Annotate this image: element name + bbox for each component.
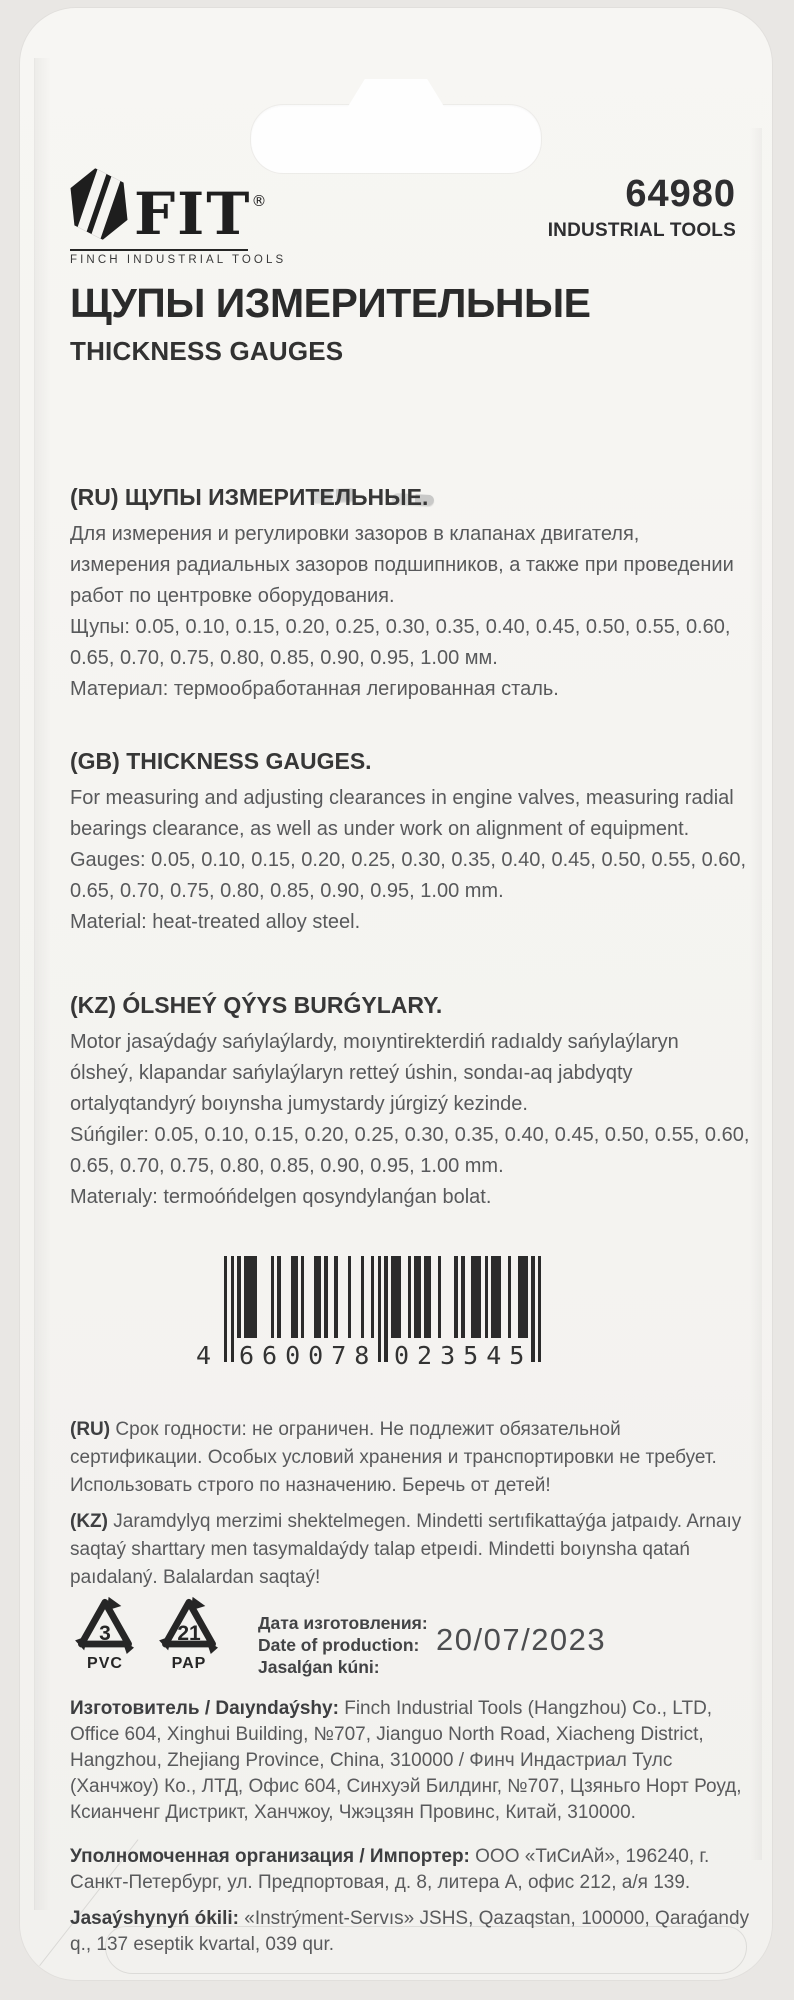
section-ru-sizes: Щупы: 0.05, 0.10, 0.15, 0.20, 0.25, 0.30, 0.35, 0.40, 0.45, 0.50, 0.55, 0.60, 0.65, 0.70, 0.75, 0.80, 0.85, 0.90, 0.95, 1.00 мм. <box>70 616 731 669</box>
recycling-material: PVC <box>87 1655 123 1672</box>
section-ru <box>70 484 742 705</box>
registered-trademark: ® <box>251 192 267 210</box>
disclaimer-kz-text: Jaramdylyq merzimi shektelmegen. Mindetti sertıfikattaýǵa jatpaıdy. Arnaıy saqtaý sharttary men tasymaldaýdy talap etpeıdi. Mindetti boıynsha qatań paıdalaný. Balalardan saqtaý! <box>70 1511 742 1588</box>
eco-date-row <box>70 1596 742 1696</box>
brand-logo <box>70 168 286 266</box>
section-gb-heading: (GB) THICKNESS GAUGES. <box>70 748 372 774</box>
section-kz-material: Materıaly: termoóńdelgen qosyndylanǵan bolat. <box>70 1186 492 1208</box>
kz-representative-paragraph <box>70 1906 750 1958</box>
section-kz-description: Motor jasaýdaǵy sańylaýlardy, moıyntirekterdiń radıaldy sańylaýlaryn ólsheý, klapandar sańylaýlaryn retteý úshin, sondaı-aq jabdyqty ortalyqtandyrý boıynsha jumystardy júrgizý kezinde. <box>70 1031 679 1115</box>
blister-card <box>20 8 772 1980</box>
article-number: 64980 <box>625 173 736 215</box>
importer-label: Уполномоченная организация / Импортер: <box>70 1846 470 1867</box>
production-label-kz: Jasalǵan kúni: <box>258 1657 380 1677</box>
section-gb <box>70 748 747 938</box>
recycling-number: 3 <box>99 1622 111 1645</box>
brand-text: FIT <box>134 180 252 248</box>
blister-edge-left <box>34 58 51 1910</box>
barcode-digits-right: 023545 <box>394 1341 533 1370</box>
disclaimer-ru-text: Срок годности: не ограничен. Не подлежит обязательной сертификации. Особых условий хранения и транспортировки не требует. Использовать строго по назначению. Беречь от детей! <box>70 1419 717 1496</box>
product-title-ru: ЩУПЫ ИЗМЕРИТЕЛЬНЫЕ <box>70 280 591 326</box>
section-gb-material: Material: heat-treated alloy steel. <box>70 911 361 933</box>
section-ru-material: Материал: термообработанная легированная сталь. <box>70 678 559 700</box>
blister-edge-right <box>750 128 762 1860</box>
section-ru-heading: (RU) ЩУПЫ ИЗМЕРИТЕЛЬНЫЕ. <box>70 484 429 510</box>
recycling-code-pap <box>150 1596 228 1673</box>
section-gb-sizes: Gauges: 0.05, 0.10, 0.15, 0.20, 0.25, 0.30, 0.35, 0.40, 0.45, 0.50, 0.55, 0.60, 0.65, 0.70, 0.75, 0.80, 0.85, 0.90, 0.95, 1.00 mm. <box>70 849 747 902</box>
product-title-en: THICKNESS GAUGES <box>70 336 344 366</box>
section-kz-sizes: Súńgiler: 0.05, 0.10, 0.15, 0.20, 0.25, 0.30, 0.35, 0.40, 0.45, 0.50, 0.55, 0.60, 0.65, 0.70, 0.75, 0.80, 0.85, 0.90, 0.95, 1.00 mm. <box>70 1124 750 1177</box>
kz-representative-label: Jasaýshynyń ókili: <box>70 1908 239 1929</box>
importer-text: ООО «ТиСиАй», 196240, г. Санкт-Петербург, ул. Предпортовая, д. 8, литера А, офис 212, а/я 139. <box>70 1846 710 1893</box>
production-label-ru: Дата изготовления: <box>258 1613 428 1633</box>
ean13-barcode <box>196 1256 542 1370</box>
barcode-digits-left: 660078 <box>239 1341 378 1370</box>
euro-hang-hole <box>251 105 541 173</box>
section-kz <box>70 992 750 1213</box>
kz-representative-text: «Instrýment-Servıs» JSHS, Qazaqstan, 100000, Qaraǵandy q., 137 eseptik kvartal, 039 qur. <box>70 1908 750 1955</box>
recycling-material: PAP <box>171 1655 207 1672</box>
sku-caption: INDUSTRIAL TOOLS <box>547 220 736 241</box>
manufacturer-text: Finch Industrial Tools (Hangzhou) Co., LTD, Office 604, Xinghui Building, №707, Jianguo North Road, Xiacheng District, Hangzhou, Zhejiang Province, China, 310000 / Финч Индастриал Тулс (Ханчжоу) Ко., ЛТД, Офис 604, Синхуэй Билдинг, №707, Цзяньго Норт Роуд, Ксианченг Дистрикт, Ханчжоу, Чжэцзян Провинс, Китай, 310000. <box>70 1698 742 1823</box>
production-label-en: Date of production: <box>258 1635 420 1655</box>
header <box>70 168 736 278</box>
recycling-code-pvc <box>66 1596 144 1673</box>
brand-name <box>134 168 266 247</box>
sku-block <box>548 174 736 242</box>
disclaimer-ru-prefix: (RU) <box>70 1419 111 1440</box>
production-date-labels <box>258 1612 428 1678</box>
section-kz-heading: (KZ) ÓLSHEÝ QÝYS BURǴYLARY. <box>70 992 443 1018</box>
fit-hexagon-icon <box>66 165 131 243</box>
manufacturer-label: Изготовитель / Daıyndaýshy: <box>70 1698 339 1719</box>
barcode-digit-first: 4 <box>196 1341 212 1370</box>
manufacturer-paragraph <box>70 1696 750 1826</box>
brand-tagline: FINCH INDUSTRIAL TOOLS <box>70 254 287 266</box>
production-date-value: 20/07/2023 <box>436 1622 607 1657</box>
disclaimer-ru <box>70 1416 750 1500</box>
disclaimer-kz-prefix: (KZ) <box>70 1511 108 1532</box>
section-ru-description: Для измерения и регулировки зазоров в клапанах двигателя, измерения радиальных зазоров подшипников, а также при проведении работ по центровке оборудования. <box>70 523 734 607</box>
recycling-number: 21 <box>177 1622 201 1645</box>
disclaimer-kz <box>70 1508 750 1592</box>
logo-rule <box>70 249 248 251</box>
section-gb-description: For measuring and adjusting clearances in engine valves, measuring radial bearings clearance, as well as under work on alignment of equipment. <box>70 787 734 840</box>
importer-paragraph <box>70 1844 750 1896</box>
